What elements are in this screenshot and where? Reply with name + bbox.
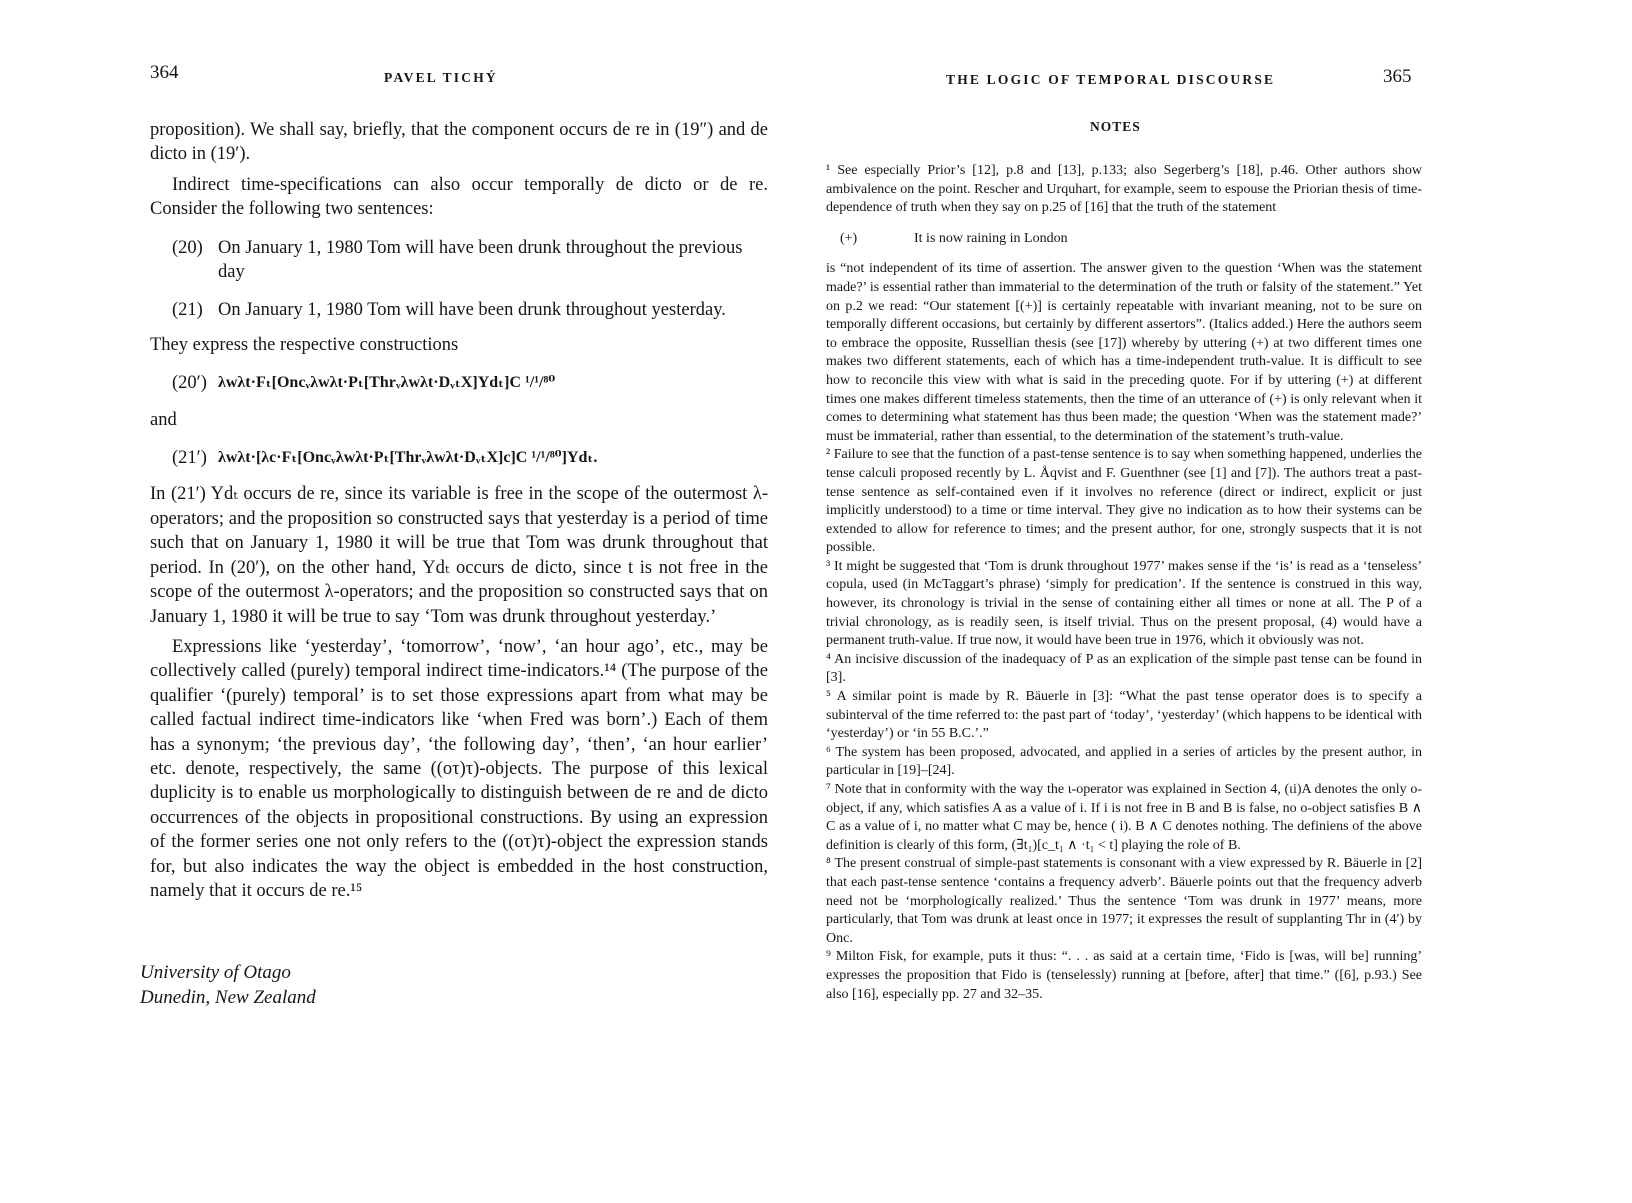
example-text: On January 1, 1980 Tom will have been drunk throughout yesterday. [218,300,726,321]
formula-20-prime [150,371,768,395]
formula-number: (21′) [172,448,207,469]
affiliation-line: University of Otago [140,962,291,983]
example-20 [150,236,768,285]
affiliation-line: Dunedin, New Zealand [140,987,316,1008]
footnote: ⁹ Milton Fisk, for example, puts it thus: “. . . as said at a certain time, ‘Fido is [was, will be] running’ expresses the proposition that Fido is (tenselessly) running at [before, after] that time.” ([6], p.93.) See also [16], especially pp. 27 and 32–35. [826,949,1422,1002]
example-21 [150,298,768,322]
paragraph: Indirect time-specifications can also occur temporally de dicto or de re. Consider the following two sentences: [150,174,768,220]
footnote: ² Failure to see that the function of a past-tense sentence is to say when something happened, underlies the tense calculi proposed recently by L. Åqvist and F. Guenthner (see [1] and [7]). The authors treat a past-tense sentence as self-contained even if it involves no reference (direct or indirect, explicit or just implicitly understood) to a time or time interval. They give no indication as to how their systems can be extended to allow for reference to times; and the present author, for one, strongly suspects that it is not possible. [826,447,1422,556]
paragraph: In (21′) Ydₜ occurs de re, since its variable is free in the scope of the outermost λ-operators; and the proposition so constructed says that yesterday is a period of time such that on January 1, 1980 it will be true that Tom was drunk throughout that period. In (20′), on the other hand, Ydₜ occurs de dicto, since t is not free in the scope of the outermost λ-operators; and the proposition so constructed says that on January 1, 1980 it will be true to say ‘Tom was drunk throughout yesterday.’ [150,484,768,627]
example-plus [826,230,1422,249]
author-affiliation [140,960,316,1010]
formula-number: (20′) [172,373,207,394]
notes-body [826,162,1422,1004]
footnote: ⁷ Note that in conformity with the way the ι-operator was explained in Section 4, (ιi)A denotes the only o-object, if any, which satisfies A as a value of i. If i is not free in B and B is false, no o-object satisfies B ∧ C as a value of i, no matter what C may be, hence ( i). B ∧ C denotes nothing. The definiens of the above definition is clearly of this form, (∃t₁)[c_t₁ ∧ ·t₁ < t] playing the role of B. [826,782,1422,853]
paragraph: They express the respective constructions [150,334,459,355]
page-number-left: 364 [150,62,179,83]
running-head-left: PAVEL TICHÝ [384,70,498,85]
page-number-right: 365 [1383,66,1412,87]
footnote: ⁵ A similar point is made by R. Bäuerle in [3]: “What the past tense operator does is to specify a subinterval of the time referred to: the past part of ‘today’, ‘yesterday’ (which happens to be identical with ‘yesterday’) or ‘in 55 B.C.’.” [826,689,1422,742]
paragraph: proposition). We shall say, briefly, that the component occurs de re in (19″) and de dicto in (19′). [150,120,768,165]
footnote: ⁶ The system has been proposed, advocated, and applied in a series of articles by the present author, in particular in [19]–[24]. [826,744,1422,779]
notes-heading: NOTES [1090,119,1141,134]
formula-text: λwλt·Fₜ[Oncᵥλwλt·Pₜ[Thrᵥλwλt·DᵥₜX]Ydₜ]C ¹/¹/⁸⁰ [218,374,556,392]
paragraph: Expressions like ‘yesterday’, ‘tomorrow’, ‘now’, ‘an hour ago’, etc., may be collectively called (purely) temporal indirect time-indicators.¹⁴ (The purpose of the qualifier ‘(purely) temporal’ is to set those expressions apart from what may be called factual indirect time-indicators like ‘when Fred was born’.) Each of them has a synonym; ‘the previous day’, ‘the following day’, ‘then’, ‘an hour earlier’ etc. denote, respectively, the same ((oτ)τ)-objects. The purpose of this lexical duplicity is to enable us morphologically to distinguish between de re and de dicto occurrences of the objects in propositional constructions. By using an expression of the former series one not only refers to the ((oτ)τ)-object the expression stands for, but also indicates the way the object is embedded in the host construction, namely that it occurs de re.¹⁵ [150,636,768,901]
footnote: ⁴ An incisive discussion of the inadequacy of P as an explication of the simple past tense can be found in [3]. [826,651,1422,686]
footnote: ³ It might be suggested that ‘Tom is drunk throughout 1977’ makes sense if the ‘is’ is read as a ‘tenseless’ copula, used (in McTaggart’s phrase) ‘simply for predication’. If the sentence is construed in this way, however, its chronology is trivial in the sense of containing either all times or none at all. The P of a trivial chronology, as is readily seen, is itself trivial. Thus on the present proposal, (4) would have a permanent truth-value. If true now, it would have been true in 1976, which it obviously was not. [826,558,1422,649]
example-number: (20) [172,237,203,258]
example-text: It is now raining in London [914,230,1068,246]
connector-text: and [150,409,177,430]
formula-21-prime [150,446,768,470]
right-page [816,0,1632,1203]
running-head-right: THE LOGIC OF TEMPORAL DISCOURSE [946,72,1276,87]
footnote: ¹ See especially Prior’s [12], p.8 and [13], p.133; also Segerberg’s [18], p.46. Other authors show ambivalence on the point. Rescher and Urquhart, for example, seem to espouse the Priorian thesis of time-dependence of truth when they say on p.25 of [16] that the truth of the statement [826,163,1422,216]
example-number: (21) [172,300,203,321]
footnote: is “not independent of its time of assertion. The answer given to the question ‘When was the statement made?’ is essential rather than immaterial to the determination of the truth or falsity of the statement.” Yet on p.2 we read: “Our statement [(+)] is certainly repeatable with invariant meaning, not to be sure on temporally different occasions, but certainly by different assertors”. (Italics added.) Here the authors seem to embrace the opposite, Russellian thesis (see [17]) whereby by uttering (+) at two different times one makes two different statements, each of which has a time-independent truth-value. It is difficult to see how to reconcile this view with what is said in the preceding quote. For if by uttering (+) at different times one makes different timeless statements, then the time of an utterance of (+) is only relevant when it comes to determining what statement has thus been made; the question ‘When was the statement made?’ must be immaterial, rather than essential, to the determination of the statement’s truth-value. [826,261,1422,444]
example-text: On January 1, 1980 Tom will have been drunk throughout the previous day [218,237,743,283]
footnote: ⁸ The present construal of simple-past statements is consonant with a view expressed by R. Bäuerle in [2] that each past-tense sentence ‘contains a frequency adverb’. Bäuerle points out that the frequency adverb need not be ‘morphologically realized.’ Thus the sentence ‘Tom was drunk in 1977’ means, more particularly, that Tom was drunk at least once in 1977; it expresses the result of supplanting Thr in (4′) by Onc. [826,856,1422,946]
left-body-text [150,118,768,909]
formula-text: λwλt·[λc·Fₜ[Oncᵥλwλt·Pₜ[Thrᵥλwλt·DᵥₜX]c]C ¹/¹/⁸⁰]Ydₜ. [218,449,598,467]
example-number: (+) [840,230,858,246]
